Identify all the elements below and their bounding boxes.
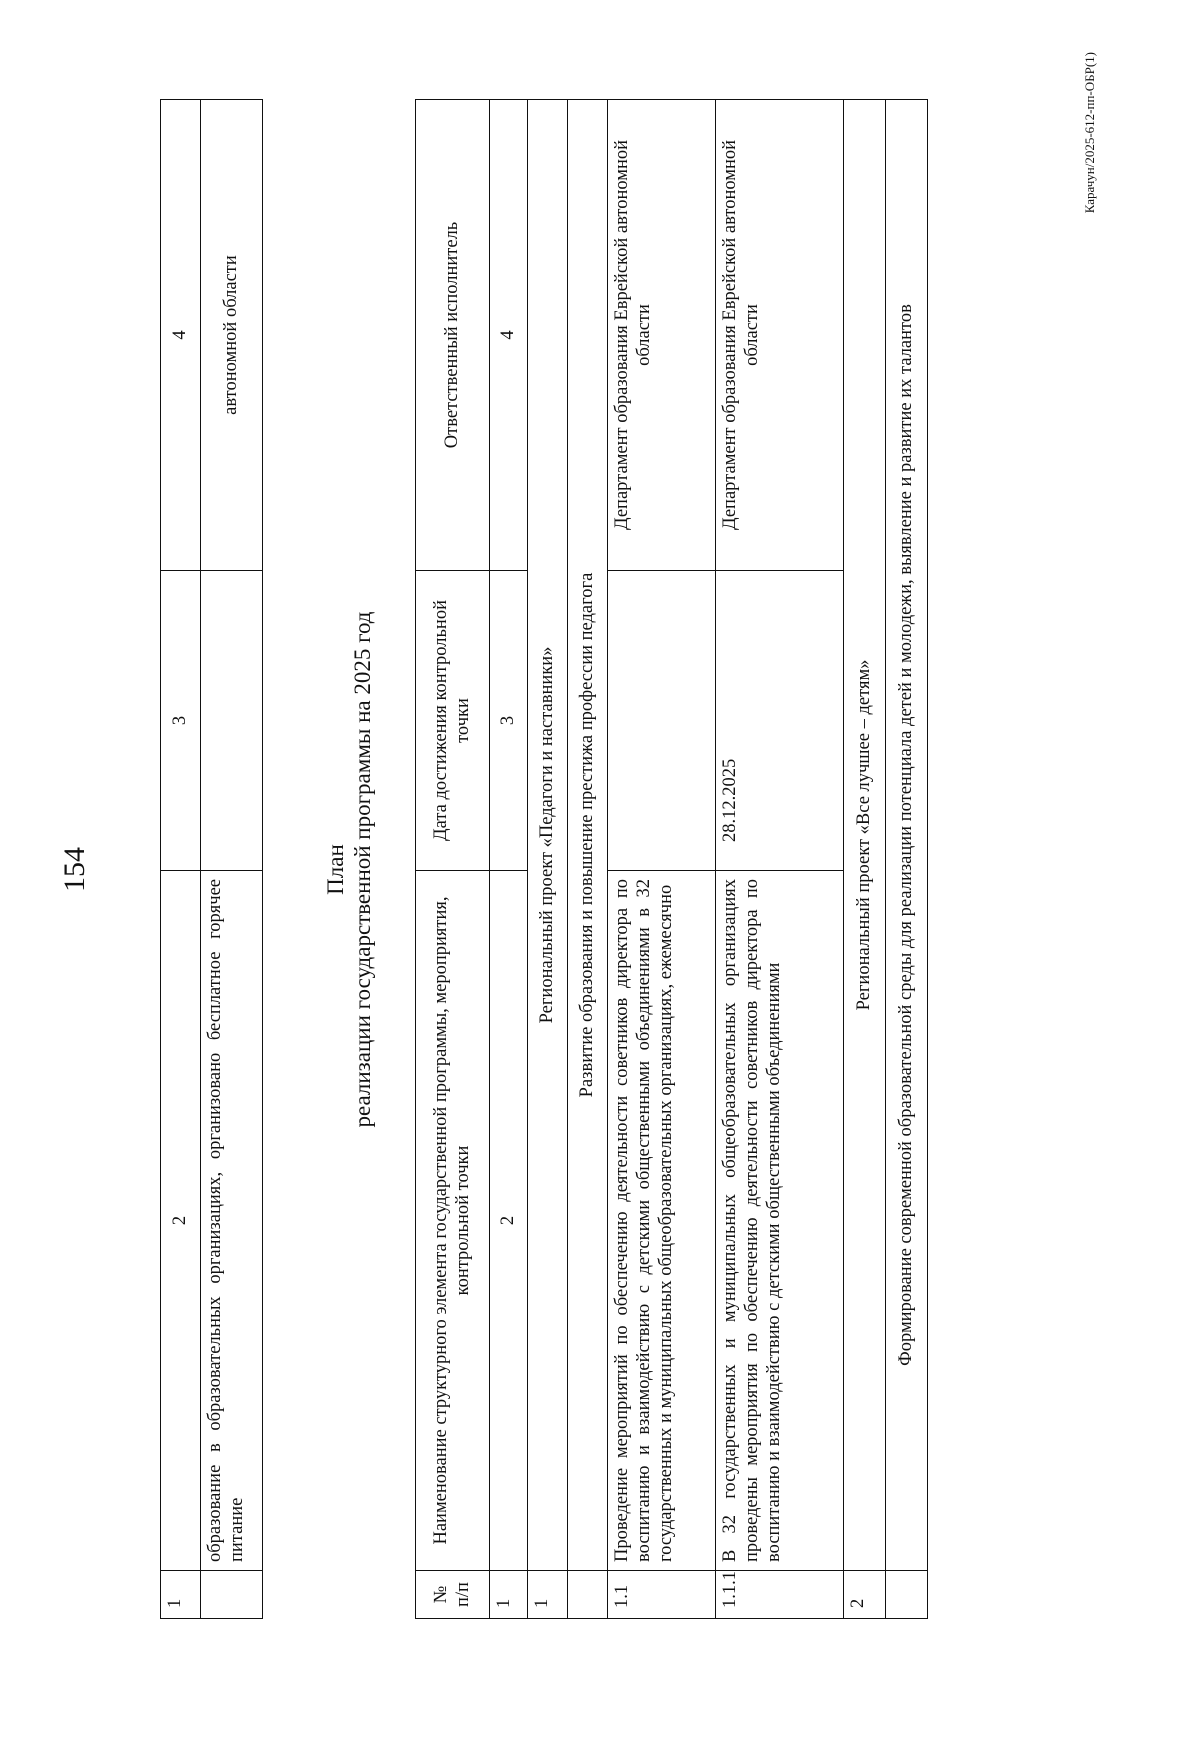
column-number-row xyxy=(490,100,528,1619)
row-number xyxy=(568,1571,608,1619)
col-number-3: 3 xyxy=(490,571,528,871)
section-title: Региональный проект «Педагоги и наставники» xyxy=(528,100,568,1571)
row-name: образование в образовательных организациях, организовано бесплатное горячее питание xyxy=(201,871,263,1571)
header-num: № п/п xyxy=(416,1571,490,1619)
row-number: 1.1 xyxy=(608,1571,716,1619)
col-number-1: 1 xyxy=(490,1571,528,1619)
subsection-row xyxy=(886,100,928,1619)
header-name: Наименование структурного элемента государственной программы, мероприятия, контрольной точки xyxy=(416,871,490,1571)
row-executor: Департамент образования Еврейской автономной области xyxy=(608,100,716,571)
continuation-table xyxy=(160,99,263,1619)
col-number-2: 2 xyxy=(161,871,201,1571)
document-id: Карачун/2025-612-пп-ОБР(1) xyxy=(1082,52,1097,214)
col-number-4: 4 xyxy=(490,100,528,571)
row-number: 1.1.1 xyxy=(716,1571,844,1619)
subsection-title: Формирование современной образовательной среды для реализации потенциала детей и молодежи, выявление и развитие их талантов xyxy=(886,100,928,1571)
row-date xyxy=(201,571,263,871)
table-row xyxy=(201,100,263,1619)
col-number-4: 4 xyxy=(161,100,201,571)
row-date xyxy=(608,571,716,871)
table-header-row xyxy=(161,100,201,1619)
row-number: 1 xyxy=(528,1571,568,1619)
row-date: 28.12.2025 xyxy=(716,571,844,871)
page-number: 154 xyxy=(58,847,91,892)
plan-title-line1: План xyxy=(323,844,348,895)
table-row xyxy=(716,100,844,1619)
plan-title-line2: реализации государственной программы на 2025 год xyxy=(350,611,376,1128)
row-executor: автономной области xyxy=(201,100,263,571)
row-number xyxy=(201,1571,263,1619)
plan-table xyxy=(415,99,928,1619)
header-executor: Ответственный исполнитель xyxy=(416,100,490,571)
subsection-title: Развитие образования и повышение престижа профессии педагога xyxy=(568,100,608,1571)
section-row xyxy=(528,100,568,1619)
col-number-3: 3 xyxy=(161,571,201,871)
row-name: Проведение мероприятий по обеспечению деятельности советников директора по воспитанию и взаимодействию с детскими общественными объединениями в 32 государственных и муниципальных общеобразовательных организациях, ежемесячно xyxy=(608,871,716,1571)
row-name: В 32 государственных и муниципальных общеобразовательных организациях проведены мероприятия по обеспечению деятельности советников директора по воспитанию и взаимодействию с детскими общественными объединениями xyxy=(716,871,844,1571)
section-row xyxy=(844,100,886,1619)
table-row xyxy=(608,100,716,1619)
table-header-row xyxy=(416,100,490,1619)
section-title: Региональный проект «Все лучшее – детям» xyxy=(844,100,886,1571)
header-date: Дата достижения контрольной точки xyxy=(416,571,490,871)
row-executor: Департамент образования Еврейской автономной области xyxy=(716,100,844,571)
row-number: 2 xyxy=(844,1571,886,1619)
plan-title xyxy=(322,0,376,1739)
col-number-1: 1 xyxy=(161,1571,201,1619)
row-number xyxy=(886,1571,928,1619)
col-number-2: 2 xyxy=(490,871,528,1571)
subsection-row xyxy=(568,100,608,1619)
